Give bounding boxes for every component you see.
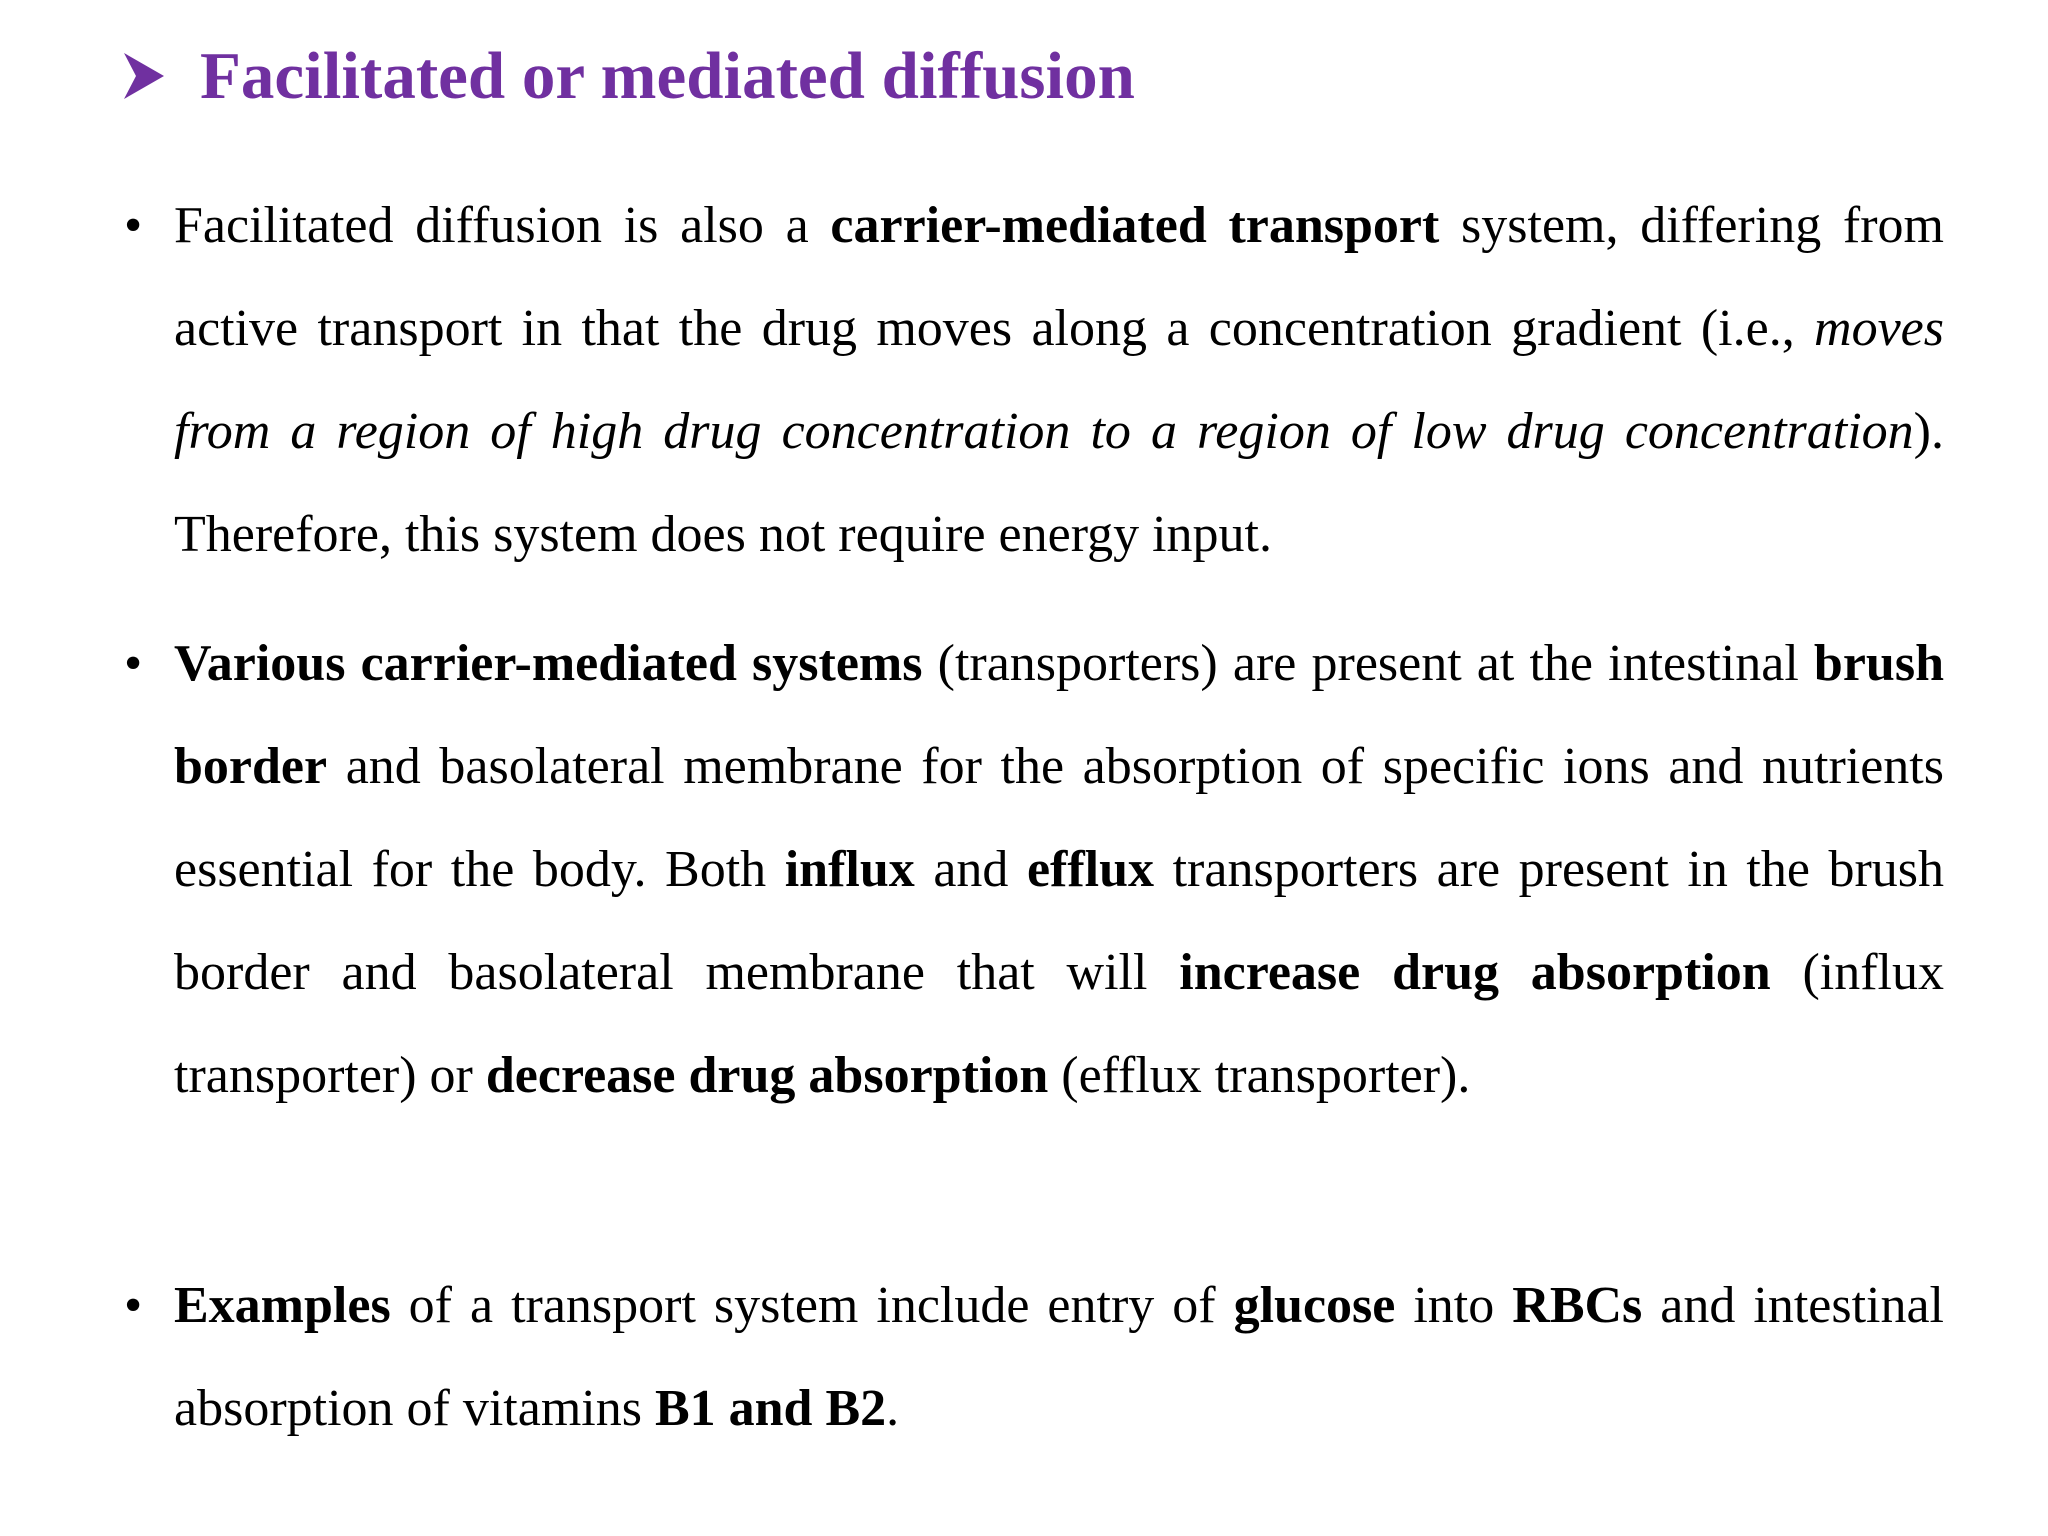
text-run: of a transport system include entry of <box>390 1277 1234 1334</box>
bold-run: efflux <box>1026 841 1155 898</box>
bold-run: Examples <box>174 1277 391 1334</box>
text-run: ). Therefore, this system does not require energy input. <box>174 403 1944 563</box>
bullet-marker: • <box>124 1277 143 1334</box>
text-run: and intestinal absorption of vitamins <box>174 1277 1945 1437</box>
bullet-marker: • <box>124 635 143 692</box>
text-run: . <box>886 1380 900 1437</box>
bold-run: glucose <box>1233 1277 1396 1334</box>
text-run: Facilitated diffusion is also a <box>174 197 831 254</box>
bullet-item-facilitated-diffusion <box>124 174 1944 586</box>
bold-run: RBCs <box>1512 1277 1643 1334</box>
bullet-text <box>174 612 1944 1127</box>
text-run: into <box>1395 1277 1513 1334</box>
bold-run: Various carrier-mediated systems <box>174 635 923 692</box>
arrow-bullet-icon <box>124 53 164 99</box>
title-text: Facilitated or mediated diffusion <box>200 39 1135 113</box>
bullet-marker: • <box>124 197 143 254</box>
bold-run: brush border <box>174 635 1944 795</box>
italic-run: moves from a region of high drug concentration to a region of low drug concentration <box>174 300 1944 460</box>
bullet-item-carrier-systems <box>124 612 1944 1127</box>
bullet-text <box>174 174 1944 586</box>
bold-run: B1 and B2 <box>654 1380 887 1437</box>
text-run: (influx transporter) or <box>174 944 1945 1104</box>
bold-run: carrier-mediated transport <box>830 197 1440 254</box>
text-run: transporters are present in the brush border and basolateral membrane that will <box>174 841 1944 1001</box>
slide-title <box>124 36 1135 116</box>
bold-run: increase drug absorption <box>1179 944 1771 1001</box>
bold-run: influx <box>784 841 915 898</box>
text-run: (efflux transporter). <box>1048 1047 1471 1104</box>
bold-run: decrease drug absorption <box>485 1047 1049 1104</box>
bullet-item-examples <box>124 1254 1944 1460</box>
bullet-text <box>174 1254 1944 1460</box>
text-run: and basolateral membrane for the absorption of specific ions and nutrients essential for the body. Both <box>174 738 1944 898</box>
text-run: system, differing from active transport in that the drug moves along a concentration gradient (i.e., <box>174 197 1944 357</box>
text-run: and <box>914 841 1027 898</box>
text-run: (transporters) are present at the intestinal <box>922 635 1814 692</box>
